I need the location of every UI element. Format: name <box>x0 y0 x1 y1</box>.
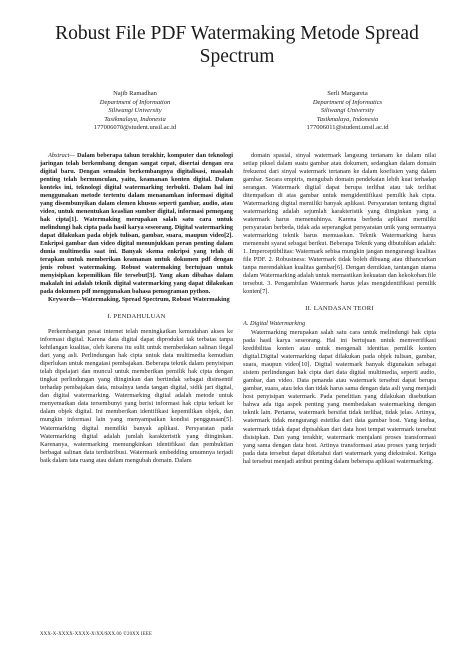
abstract-text: Dalam beberapa tahun terakhir, komputer dan teknologi jaringan telah berkembang dengan sangat cepat, disertai dengan era digital baru. Dengan semakin berkembangnya digitalisasi, masalah penting telah bermunculan, yaitu, keamanan konten digital. Dalam konteks ini, teknologi digital watermarking terbukti. Dalam hal ini menggunakan metode tertentu dalam menanamkan informasi digital yang disembunyikan dalam elemen khusus seperti gambar, audio, atau video, untuk menentukan keaslian sumber digital, informasi pemegang hak cipta[1]. Watermaking merupakan salah satu cara untuk melindungi hak cipta pada hasil karya seseorang. Digital watermarking dapat dilakukan pada objek tulisan, gambar, suara, maupun video[2]. Enkripsi gambar dan video digital menunjukkan peran penting dalam dunia multimedia saat ini. Banyak skema enkripsi yang telah di terapkan untuk memberikan keamanan untuk dokumen pdf dengan jenis robust watermaking. Robust watermaking bertujuan untuk menyisipkan kepemilikan file tersebut[3]. Yang akan dibahas dalam makalah ini adalah teknik digital watermarking yang dapat dilakukan pada dokumen pdf menggunakan bahasa pemograman python. <box>40 152 233 296</box>
abstract <box>40 152 233 296</box>
body-paragraph: domain spasial, sinyal watermark langsung tertanam ke dalam nilai setiap piksel dalam suatu gambar atau dokumen, sedangkan dalam domain frekuensi dari sinyal watermark tertanam ke dalam koefisien yang dalam gambar. Secara empiris, mengubah domain pendekatan lebih kuat terhadap serangan. Watermark digital dapat berupa terlihat atau tak terlihat ditempatkan di atas gambar untuk mengidentifikasi pemilik hak cipta. Watermarking digital memiliki banyak aplikasi. Persyaratan tentang digital watermarking adalah sejumlah karakteristik yang diinginkan yang a watermark harus memenuhinya. Karena berbeda aplikasi memiliki persyaratan berbeda, tidak ada seperangkat persyaratan unik yang semuanya watermarking teknik harus memuaskan. Teknik Watermarking harus memenuhi syarat sebagai berikut. Beberapa Teknik yang dibutuhkan adalah: 1. Imperceptibilitas: Watermark sebisa mungkin jangan mengurangi kualitas file PDF. 2. Robustness: Watermark tidak boleh dibuang atau dihancurkan tanpa merendahkan kualitas gambar[6]. Dengan demikian, tantangan utama dalam Watermarking adalah untuk memastikan kekuatan dan kekokohan.file tersebut. 3. Pengambilan Watermark harus jelas mengidentifikasi pemilik konten[7]. <box>243 152 436 296</box>
author-city: Tasikmalaya, Indonesia <box>316 115 379 123</box>
abstract-label: Abstract— <box>48 152 75 159</box>
author-email: 177006011@student.unsil.ac.id <box>306 124 389 132</box>
author-name: Serli Margareta <box>327 90 368 97</box>
left-column <box>40 152 233 465</box>
right-column <box>243 152 436 466</box>
paper-title: Robust File PDF Watermaking Metode Spread Spectrum <box>55 23 419 67</box>
author-email: 177006070@student.unsil.ac.id <box>93 124 177 132</box>
author-block-2 <box>270 90 425 133</box>
body-paragraph: Watermarking merupakan salah satu cara untuk melindungi hak cipta pada hasil karya seseorang. Hal ini bertujuan untuk memverifikasi kredibilitas konten atau untuk mengenali identitas pemilik konten digital.Digital watermarking dapat dilakukan pada objek tulisan, gambar, suara, maupun video[10]. Digital watermark banyak digunakan sebagai sistem perlindungan hak cipta dari data digital multimedia, seperti audio, gambar, dan video. Data penanda atau watermark tersebut dapat berupa gambar, suara, atau teks dan tidak harus sama dengan data asli yang menjadi host penyisipan watermark. Pada penelitian yang dilakukan disebutkan bahwa ada tiga aspek penting yang membedakan watermarking dengan teknik lain. Pertama, watermark bersifat tidak terlihat, tidak jelas. Artinya, watermark tidak mengurangi estetika dari data gambar host. Yang kedua, watermark tidak dapat dipisahkan dari data host tempat watermark tersebut disisipkan. Dan yang terakhir, watermark menjalani proses transformasi yang sama dengan data host. Artinya transformasi atau proses yang terjadi pada data tersebut dapat diketahui dari watermark yang diekstraksi. Ketiga hal tersebut menjadi atribut penting dalam beberapa aplikasi watermarking. <box>243 329 436 465</box>
author-university: Siliwangi University <box>320 107 375 115</box>
section-heading-pendahuluan: I. PENDAHULUAN <box>107 313 166 321</box>
author-name: Najib Ramadhan <box>113 90 157 97</box>
author-university: Siliwangi University <box>108 107 162 115</box>
author-department: Department of Informatics <box>312 98 383 106</box>
author-department: Department of Information <box>99 98 171 106</box>
body-paragraph: Perkembangan pesat internet telah meningkatkan kemudahan akses ke informasi digital. Karena data digital dapat diproduksi tak terbatas tanpa kehilangan kualitas, oleh karena itu sulit untuk membedakan salinan ilegal dari yang asli. Perlindungan hak cipta untuk data multimedia kemudian diperlukan untuk mengatasi pembajakan. Beberapa teknik dalam penyisipan telah dipelajari dan muncul untuk memberikan pemilik hak cipta dengan tingkat perlindungan yang diinginkan dan bertindak sebagai disinsentif terhadap pembajakan data, misalnya tanda tangan digital, sidik jari digital, dan digital watermarking. Watermarking digital adalah metode untuk menyematkan data tersembunyi yang berisi informasi hak cipta terkait ke dalam objek digital. Ini memberikan identifikasi kepemilikan objek, dan mungkin informasi lain yang menyampaikan kondisi penggunaan[5]. Watermarking digital memiliki banyak aplikasi. Persyaratan pada Watermarking digital adalah jumlah karakteristik yang diinginkan. Karenanya, watermarking memungkinkan identifikasi dan pembuktian berbagai salinan data terdistribusi. Watermark embedding umumnya terjadi baik dalam tata ruang atau dalam mengubah domain. Dalam <box>40 328 233 464</box>
subsection-heading: A. Digital Watermarking <box>243 320 306 328</box>
author-city: Tasikmalaya, Indonesia <box>104 115 166 123</box>
keywords: Keywords—Watermaking, Spread Spectrum, Robust Watermaking <box>48 296 230 304</box>
copyright-footer: XXX-X-XXXX-XXXX-X/XX/$XX.00 ©20XX IEEE <box>40 632 153 637</box>
author-block-1 <box>60 90 210 133</box>
section-heading-landasan-teori: II. LANDASAN TEORI <box>305 305 374 313</box>
